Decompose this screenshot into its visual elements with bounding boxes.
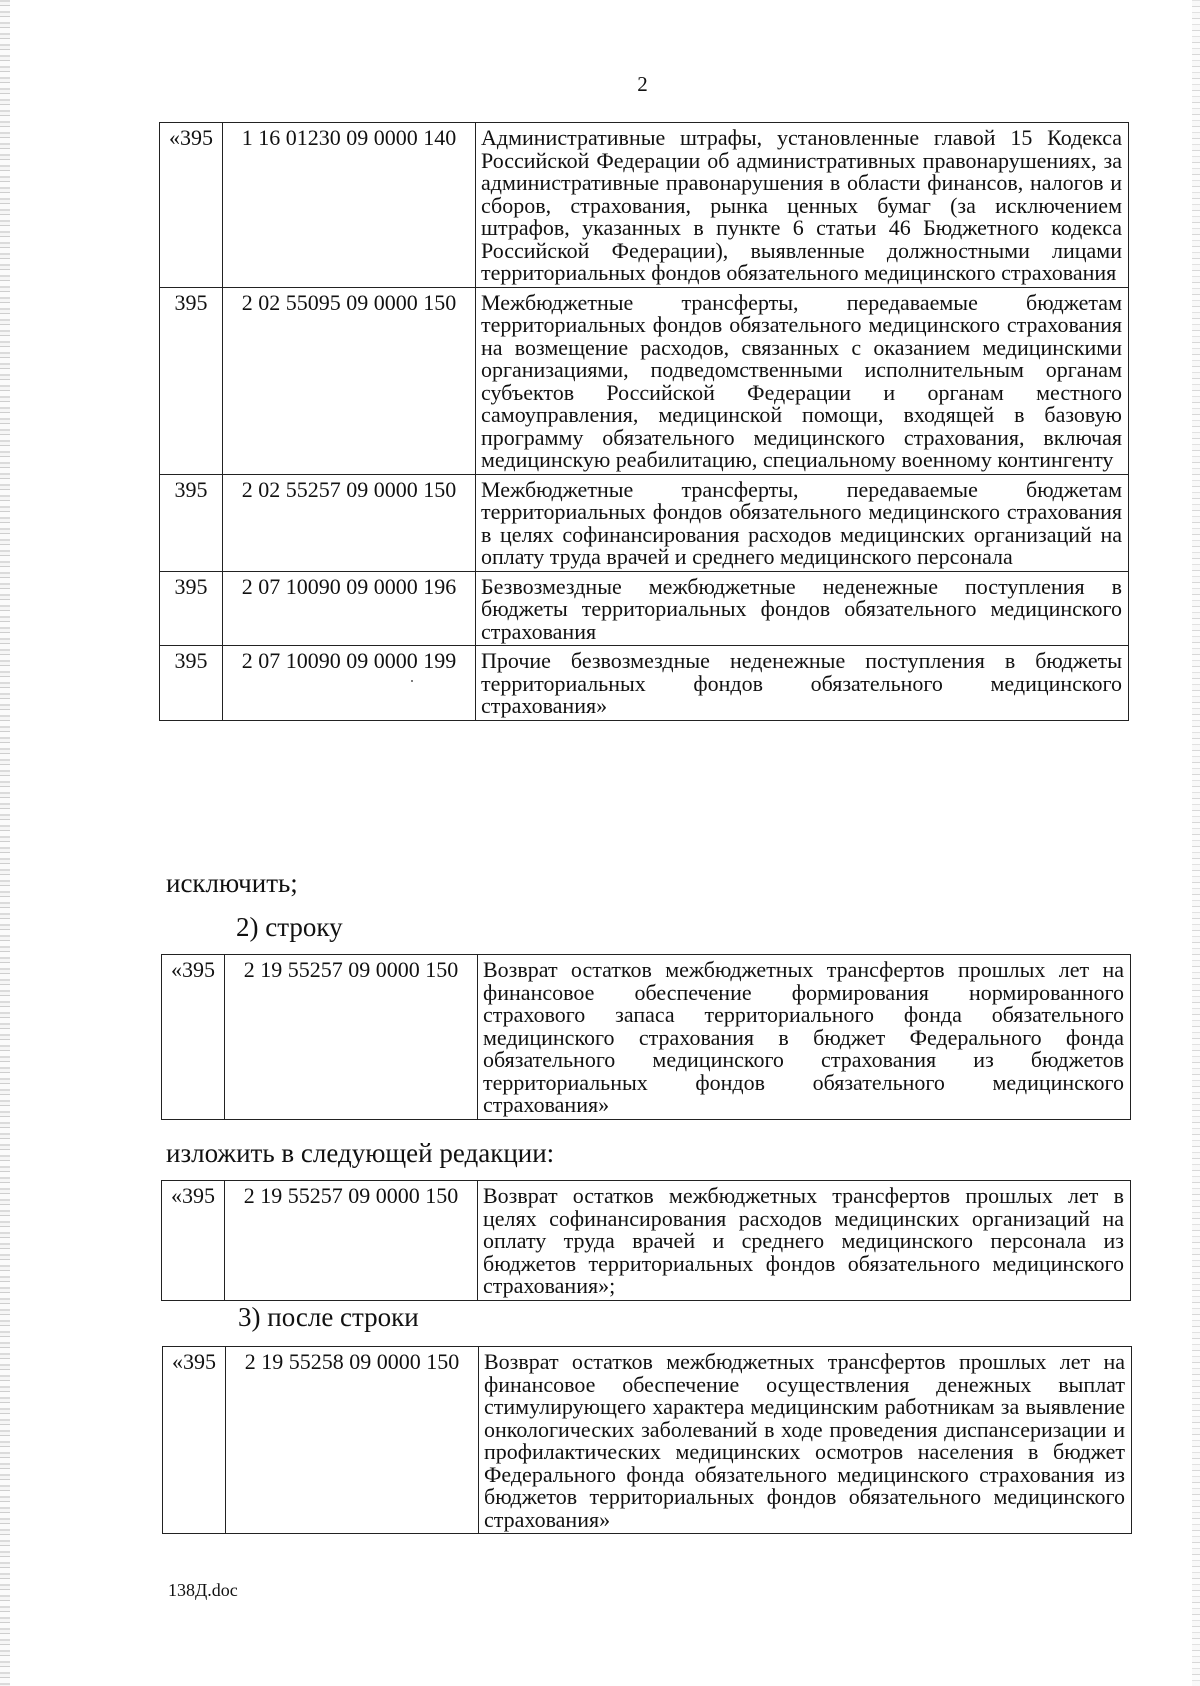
admin-code-cell: 395 <box>160 571 223 646</box>
admin-code-cell: 395 <box>160 287 223 474</box>
table-row <box>160 287 1129 474</box>
description-cell: Прочие безвозмездные неденежные поступления в бюджеты территориальных фондов обязательного медицинского страхования» <box>476 646 1129 721</box>
budget-code-cell: 2 19 55257 09 0000 150 <box>225 1181 478 1301</box>
budget-code-cell: 2 19 55257 09 0000 150 <box>225 955 478 1120</box>
scan-speck <box>411 680 413 682</box>
codes-table-after-row <box>162 1346 1132 1534</box>
admin-code-cell: «395 <box>162 955 225 1120</box>
table-row <box>163 1347 1132 1534</box>
table-row <box>160 123 1129 288</box>
document-filename: 138Д.doc <box>168 1580 238 1600</box>
table-row <box>160 571 1129 646</box>
admin-code-cell: 395 <box>160 646 223 721</box>
codes-table-old-row <box>161 954 1131 1120</box>
description-cell: Возврат остатков межбюджетных трансфертов прошлых лет на финансовое обеспечение осуществления денежных выплат стимулирующего характера медицинским работникам за выявление онкологических заболеваний в ходе проведения диспансеризации и профилактических медицинских осмотров населения в бюджет Федерального фонда обязательного медицинского страхования из бюджетов территориальных фондов обязательного медицинского страхования» <box>479 1347 1132 1534</box>
admin-code-cell: «395 <box>160 123 223 288</box>
admin-code-cell: «395 <box>163 1347 226 1534</box>
table-row <box>162 1181 1131 1301</box>
table-row <box>160 474 1129 571</box>
instruction-exclude: исключить; <box>166 868 298 898</box>
description-cell: Возврат остатков межбюджетных трансфертов прошлых лет на финансовое обеспечение формирования нормированного страхового запаса территориального фонда обязательного медицинского страхования в бюджет Федерального фонда обязательного медицинского страхования из бюджетов территориальных фондов обязательного медицинского страхования» <box>478 955 1131 1120</box>
budget-code-cell: 2 19 55258 09 0000 150 <box>226 1347 479 1534</box>
scan-edge-right <box>1192 0 1200 1686</box>
instruction-restate: изложить в следующей редакции: <box>166 1138 555 1168</box>
budget-code-cell: 2 07 10090 09 0000 199 <box>223 646 476 721</box>
budget-code-cell: 2 07 10090 09 0000 196 <box>223 571 476 646</box>
admin-code-cell: «395 <box>162 1181 225 1301</box>
description-cell: Межбюджетные трансферты, передаваемые бюджетам территориальных фондов обязательного медицинского страхования в целях софинансирования расходов медицинских организаций на оплату труда врачей и среднего медицинского персонала <box>476 474 1129 571</box>
table-row <box>160 646 1129 721</box>
description-cell: Административные штрафы, установленные главой 15 Кодекса Российской Федерации об административных правонарушениях, за административные правонарушения в области финансов, налогов и сборов, страхования, рынка ценных бумаг (за исключением штрафов, указанных в пункте 6 статьи 46 Бюджетного кодекса Российской Федерации), выявленные должностными лицами территориальных фондов обязательного медицинского страхования <box>476 123 1129 288</box>
description-cell: Безвозмездные межбюджетные неденежные поступления в бюджеты территориальных фондов обязательного медицинского страхования <box>476 571 1129 646</box>
budget-code-cell: 1 16 01230 09 0000 140 <box>223 123 476 288</box>
scan-edge-left <box>0 0 10 1686</box>
admin-code-cell: 395 <box>160 474 223 571</box>
codes-table-excluded <box>159 122 1129 721</box>
budget-code-cell: 2 02 55095 09 0000 150 <box>223 287 476 474</box>
description-cell: Возврат остатков межбюджетных трансфертов прошлых лет в целях софинансирования расходов медицинских организаций на оплату труда врачей и среднего медицинского персонала из бюджетов территориальных фондов обязательного медицинского страхования»; <box>478 1181 1131 1301</box>
codes-table-new-row <box>161 1180 1131 1301</box>
table-row <box>162 955 1131 1120</box>
instruction-item-2: 2) строку <box>236 912 343 942</box>
instruction-item-3: 3) после строки <box>238 1302 419 1332</box>
description-cell: Межбюджетные трансферты, передаваемые бюджетам территориальных фондов обязательного медицинского страхования на возмещение расходов, связанных с оказанием медицинскими организациями, подведомственными исполнительным органам субъектов Российской Федерации и органам местного самоуправления, медицинской помощи, входящей в базовую программу обязательного медицинского страхования, включая медицинскую реабилитацию, специальному военному контингенту <box>476 287 1129 474</box>
budget-code-cell: 2 02 55257 09 0000 150 <box>223 474 476 571</box>
page-number: 2 <box>637 72 648 96</box>
